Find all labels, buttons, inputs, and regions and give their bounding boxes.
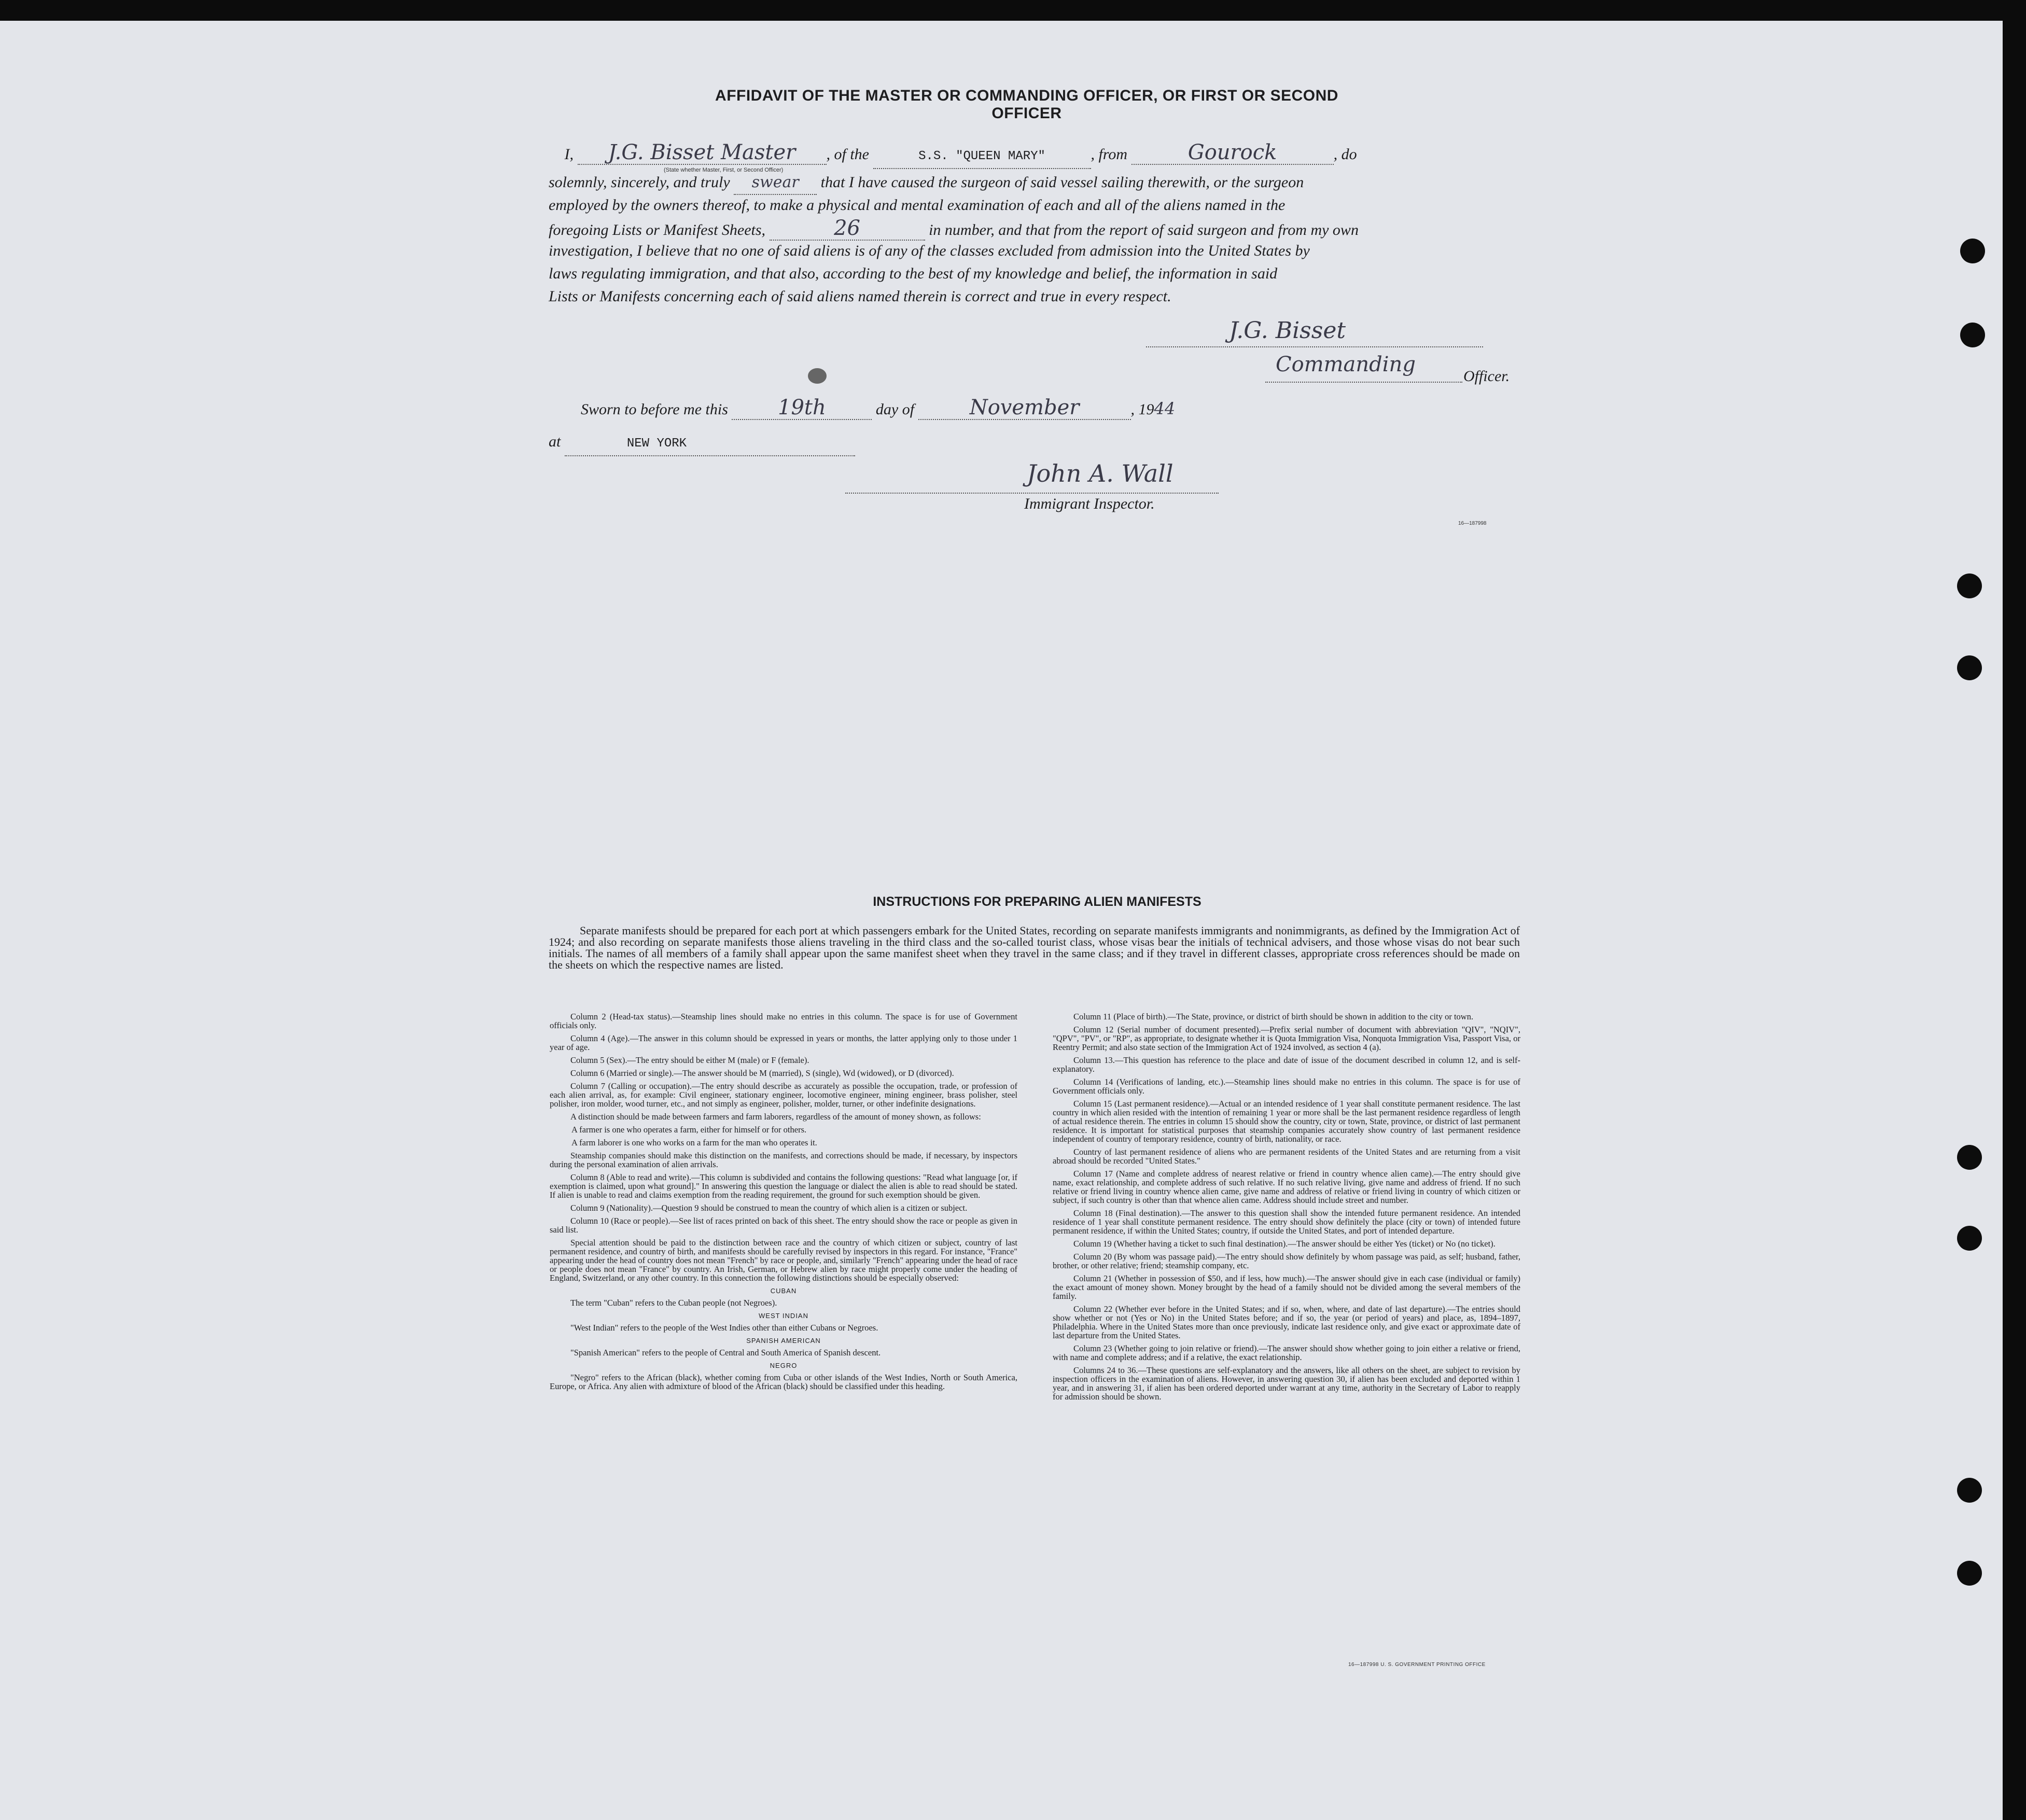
punch-hole xyxy=(1960,239,1985,263)
officer-name-field: J.G. Bisset Master xyxy=(578,141,827,165)
instruction-paragraph: Column 9 (Nationality).—Question 9 should be construed to mean the country of which alien is a citizen or subject. xyxy=(570,1203,968,1213)
at-place-field: NEW YORK xyxy=(565,432,855,456)
instructions-left-column xyxy=(550,1012,1017,1395)
instruction-paragraph: Column 15 (Last permanent residence).—Actual or an intended residence of 1 year shall constitute permanent residence. The last country in which alien resided with the intention of remaining 1 year or more shall be the last permanent residence regardless of length of actual residence therein. The entries in column 15 should show the country, city or town, State, province, or district of last permanent residence. It is important for statistical purposes that steamship companies accurately show country of last permanent residence independent of country of temporary residence, country of birth, nationality, or race. xyxy=(1053,1099,1520,1144)
text-solemnly: solemnly, sincerely, and truly xyxy=(549,174,730,191)
instruction-paragraph: The term "Cuban" refers to the Cuban people (not Negroes). xyxy=(570,1298,777,1308)
punch-hole xyxy=(1957,573,1982,598)
instruction-paragraph: Column 2 (Head-tax status).—Steamship lines should make no entries in this column. The space is for use of Government officials only. xyxy=(550,1012,1017,1030)
instruction-paragraph: "Spanish American" refers to the people of Central and South America of Spanish descent. xyxy=(570,1348,881,1357)
text-i: I, xyxy=(564,146,574,163)
affidavit-line-1 xyxy=(549,141,1518,169)
instruction-paragraph: Columns 24 to 36.—These questions are self-explanatory and the answers, like all others on the sheet, are subject to revision by inspection officers in the examination of aliens. However, in answering question 30, if alien has been excluded and deported within 1 year, and in answering 31, if alien has been ordered deported under warrant at any time, authority in the Secretary of Labor to reapply for admission should be shown. xyxy=(1053,1365,1520,1402)
instruction-paragraph: Column 20 (By whom was passage paid).—The entry should show definitely by whom passage was paid, as self; husband, father, brother, or other relative; friend; steamship company, etc. xyxy=(1053,1252,1520,1270)
instructions-right-column xyxy=(1053,1012,1520,1405)
instruction-paragraph: A farm laborer is one who works on a farm for the man who operates it. xyxy=(571,1138,817,1147)
officer-label: Officer. xyxy=(1463,368,1510,385)
oath-type-field: swear xyxy=(734,171,817,195)
ink-smudge xyxy=(808,368,827,384)
at-line xyxy=(549,430,912,456)
punch-hole xyxy=(1957,1145,1982,1170)
instruction-paragraph: Column 18 (Final destination).—The answer to this question shall show the intended future permanent residence. An intended residence of 1 year shall constitute permanent residence. The entry should show definitely the place (city or town) of intended future permanent residence, if within the United States; country, if outside the United States, and port of intended departure. xyxy=(1053,1208,1520,1236)
inspector-label: Immigrant Inspector. xyxy=(1024,495,1155,512)
instruction-paragraph: Column 21 (Whether in possession of $50, and if less, how much).—The answer should give in each case (individual or family) the exact amount of money shown. Money brought by the head of a family should not be divided among the several members of the family. xyxy=(1053,1273,1520,1301)
affidavit-line-4 xyxy=(549,217,1518,242)
affidavit-form-number: 16—187998 xyxy=(1458,521,1487,526)
instruction-paragraph: Column 11 (Place of birth).—The State, province, or district of birth should be shown in addition to the city or town. xyxy=(1073,1012,1474,1021)
instruction-paragraph: Column 12 (Serial number of document presented).—Prefix serial number of document with abbreviation "QIV", "NQIV", "QPV", "PV", or "RP", as appropriate, to designate whether it is Quota Immigration Visa, Nonquota Immigration Visa, Passport Visa, or Reentry Permit; and also state section of the Immigration Act of 1924 involved, as section 4 (a). xyxy=(1053,1025,1520,1052)
officer-rank-line xyxy=(1265,382,1462,383)
instruction-paragraph: "West Indian" refers to the people of the West Indies other than either Cubans or Negroes. xyxy=(570,1323,878,1333)
text-foregoing: foregoing Lists or Manifest Sheets, xyxy=(549,221,766,239)
text-do: , do xyxy=(1333,146,1357,163)
text-surgeon: that I have caused the surgeon of said vessel sailing therewith, or the surgeon xyxy=(820,174,1304,191)
instruction-paragraph: Column 13.—This question has reference to the place and date of issue of the document described in column 12, and is self-explanatory. xyxy=(1053,1055,1520,1074)
sworn-day-field: 19th xyxy=(732,396,872,420)
affidavit-line-6: laws regulating immigration, and that also, according to the best of my knowledge and belief, the information in said xyxy=(549,265,1278,282)
inspector-signature: John A. Wall xyxy=(1027,459,1173,487)
instructions-title: INSTRUCTIONS FOR PREPARING ALIEN MANIFESTS xyxy=(873,894,1201,909)
affidavit-line-7: Lists or Manifests concerning each of said aliens named therein is correct and true in every respect. xyxy=(549,288,1171,305)
text-day-of: day of xyxy=(875,401,915,418)
affidavit-title: AFFIDAVIT OF THE MASTER OR COMMANDING OFFICER, OR FIRST OR SECOND OFFICER xyxy=(715,87,1338,122)
text-at: at xyxy=(549,433,561,450)
instruction-paragraph: Column 10 (Race or people).—See list of races printed on back of this sheet. The entry should show the race or people as given in said list. xyxy=(550,1216,1017,1235)
instruction-paragraph: Column 8 (Able to read and write).—This column is subdivided and contains the following questions: "Read what language [or, if exemption is claimed, upon what ground]." In answering this question the language or dialect the alien is able to read should be stated. If alien is unable to read and claims exemption from the reading requirement, the ground for such exemption should be given. xyxy=(550,1172,1017,1200)
instruction-paragraph: Column 5 (Sex).—The entry should be either M (male) or F (female). xyxy=(570,1055,809,1065)
sworn-year-field: 44 xyxy=(1154,399,1176,418)
instruction-subheading: CUBAN xyxy=(770,1287,797,1295)
instruction-paragraph: Column 23 (Whether going to join relative or friend).—The answer should show whether going to join either a relative or friend, with name and complete address; and if a relative, the exact relationship. xyxy=(1053,1343,1520,1362)
instruction-paragraph: A distinction should be made between farmers and farm laborers, regardless of the amount of money shown, as follows: xyxy=(570,1112,981,1122)
officer-rank: Commanding xyxy=(1276,353,1416,376)
instruction-paragraph: Column 6 (Married or single).—The answer should be M (married), S (single), Wd (widowed), or D (divorced). xyxy=(570,1068,954,1078)
instruction-paragraph: Special attention should be paid to the distinction between race and the country of which citizen or subject, country of last permanent residence, and country of birth, and manifests should be carefully revised by inspectors in this regard. For instance, "France" appearing under the head of country does not mean "French" by race or people, and, similarly "French" appearing under the head of race or people does not mean "France" by country. An Irish, German, or Hebrew alien by race might properly come under the heading of England, Switzerland, or any other country. In this connection the following distinctions should be especially observed: xyxy=(550,1238,1018,1283)
instruction-paragraph: Column 7 (Calling or occupation).—The entry should describe as accurately as possible the occupation, trade, or profession of each alien arrival, as, for example: Civil engineer, stationary engineer, locomotive engineer, mining engineer, brass polisher, steel polisher, iron molder, wood turner, etc., and not simply as engineer, polisher, molder, turner, or other indefinite designations. xyxy=(550,1081,1017,1109)
officer-signature-line xyxy=(1146,346,1483,347)
scan-border-top xyxy=(0,0,2026,21)
instructions-intro: Separate manifests should be prepared for each port at which passengers embark for the United States, recording on separate manifests immigrants and nonimmigrants, as defined by the Immigration Act of 1924; and also recording on separate manifests those aliens traveling in the third class and the so-called tourist class, whose visas bear the initials of technical advisers, and those whose visas do not bear such initials. The names of all members of a family shall appear upon the same manifest sheet when they travel in the same class; and if they travel in different classes, appropriate cross references should be made on the sheets on which the respective names are listed. xyxy=(549,924,1520,971)
instruction-paragraph: Column 4 (Age).—The answer in this column should be expressed in years or months, the latter applying only to those under 1 year of age. xyxy=(550,1033,1017,1052)
ship-name-field: S.S. "QUEEN MARY" xyxy=(873,145,1091,169)
text-from: , from xyxy=(1091,146,1128,163)
instruction-subheading: NEGRO xyxy=(770,1362,798,1369)
affidavit-line-2 xyxy=(549,171,1518,195)
affidavit-line-3: employed by the owners thereof, to make a physical and mental examination of each and all of the aliens named in the xyxy=(549,197,1286,214)
punch-hole xyxy=(1957,1561,1982,1586)
sworn-line xyxy=(581,396,1307,421)
instruction-subheading: WEST INDIAN xyxy=(759,1312,808,1320)
punch-hole xyxy=(1957,1226,1982,1251)
instruction-paragraph: "Negro" refers to the African (black), whether coming from Cuba or other islands of the West Indies, North or South America, Europe, or Africa. Any alien with admixture of blood of the African (black) should be classified under this heading. xyxy=(550,1373,1017,1391)
instruction-subheading: SPANISH AMERICAN xyxy=(746,1337,821,1345)
text-19: , 19 xyxy=(1130,401,1154,418)
sworn-month-field: November xyxy=(918,396,1131,420)
instruction-paragraph: Column 17 (Name and complete address of nearest relative or friend in country whence alien came).—The entry should give name, exact relationship, and complete address of such relative. If no such relative living, give name and address of friend. If no such relative or friend living in country whence alien came, give name and address of relative or friend living in country of which citizen or subject, if such country is other than that whence alien came. Address should include street and number. xyxy=(1053,1169,1520,1205)
instruction-paragraph: Country of last permanent residence of aliens who are permanent residents of the United States and are returning from a visit abroad should be recorded "United States." xyxy=(1053,1147,1520,1166)
punch-hole xyxy=(1957,1478,1982,1503)
text-in-number: in number, and that from the report of said surgeon and from my own xyxy=(929,221,1359,239)
sheet-count-field: 26 xyxy=(770,217,925,241)
officer-signature: J.G. Bisset xyxy=(1229,317,1346,344)
affidavit-line-5: investigation, I believe that no one of said aliens is of any of the classes excluded from admission into the United States by xyxy=(549,242,1310,259)
instruction-paragraph: Column 14 (Verifications of landing, etc.).—Steamship lines should make no entries in this column. The space is for use of Government officials only. xyxy=(1053,1077,1520,1096)
punch-hole xyxy=(1957,655,1982,680)
instruction-paragraph: A farmer is one who operates a farm, either for himself or for others. xyxy=(571,1125,807,1135)
punch-hole xyxy=(1960,323,1985,347)
text-sworn: Sworn to before me this xyxy=(581,401,728,418)
text-of-the: , of the xyxy=(826,146,869,163)
print-office-footer: 16—187998 U. S. GOVERNMENT PRINTING OFFICE xyxy=(1348,1662,1486,1668)
rank-note: (State whether Master, First, or Second Officer) xyxy=(664,167,784,173)
port-field: Gourock xyxy=(1131,141,1334,165)
instruction-paragraph: Column 22 (Whether ever before in the United States; and if so, when, where, and date of last departure).—The entries should show whether or not (Yes or No) in the United States before; and if so, the year (or period of years) and place, as, 1894–1897, Philadelphia. Where in the United States more than once previously, indicate last residence only, and give exact or approximate date of last departure from the United States. xyxy=(1053,1304,1520,1340)
scan-border-right xyxy=(2003,0,2026,1820)
instruction-paragraph: Steamship companies should make this distinction on the manifests, and corrections should be made, if necessary, by inspectors during the personal examination of alien arrivals. xyxy=(550,1151,1017,1169)
instruction-paragraph: Column 19 (Whether having a ticket to such final destination).—The answer should be either Yes (ticket) or No (no ticket). xyxy=(1073,1239,1496,1249)
